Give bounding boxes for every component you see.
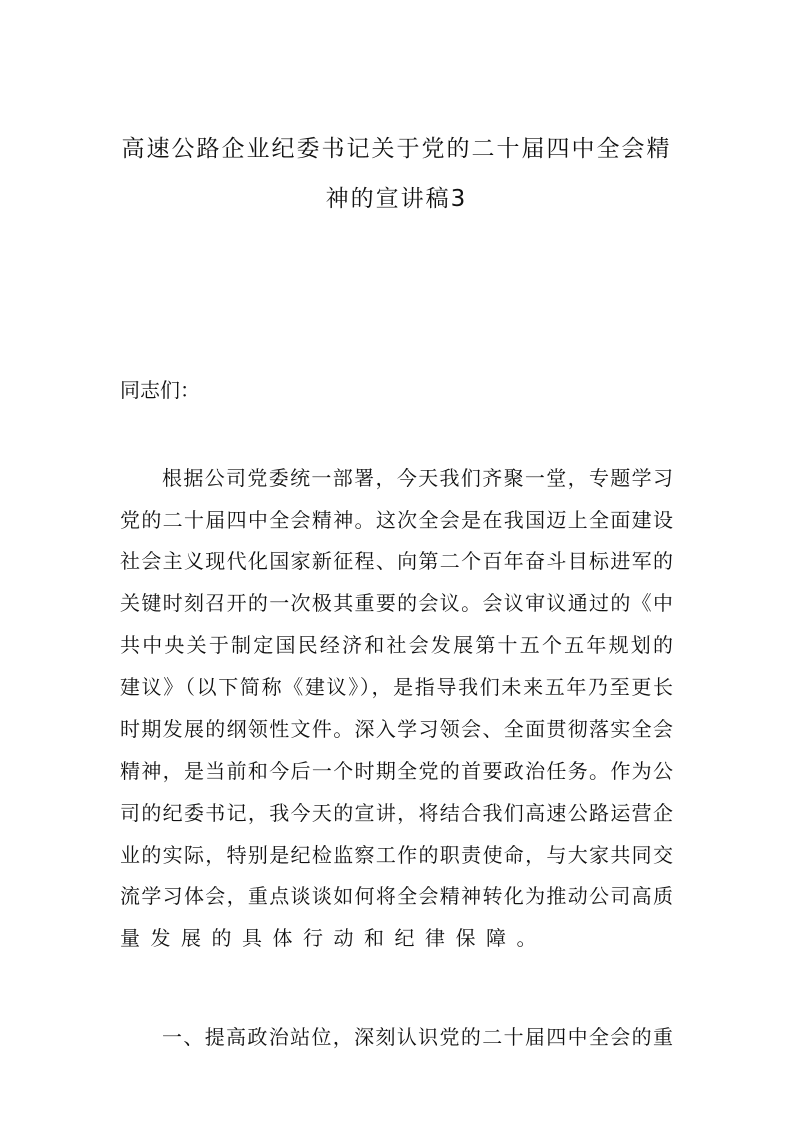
paragraph-line: 社会主义现代化国家新征程、向第二个百年奋斗目标进军的 — [120, 549, 673, 573]
section-heading-1: 一、提高政治站位，深刻认识党的二十届四中全会的重 — [162, 1025, 673, 1049]
paragraph-line: 根据公司党委统一部署，今天我们齐聚一堂，专题学习 — [162, 466, 673, 490]
paragraph-line: 业的实际，特别是纪检监察工作的职责使命，与大家共同交 — [120, 843, 673, 867]
paragraph-line: 建议》（以下简称《建议》），是指导我们未来五年乃至更长 — [120, 675, 673, 699]
paragraph-line: 流学习体会，重点谈谈如何将全会精神转化为推动公司高质 — [120, 884, 673, 908]
salutation: 同志们： — [120, 378, 200, 402]
paragraph-line: 党的二十届四中全会精神。这次全会是在我国迈上全面建设 — [120, 508, 673, 532]
paragraph-line: 共中央关于制定国民经济和社会发展第十五个五年规划的 — [120, 633, 673, 657]
document-title-line-2: 神的宣讲稿3 — [325, 186, 468, 212]
paragraph-line: 关键时刻召开的一次极其重要的会议。会议审议通过的《中 — [120, 591, 673, 615]
paragraph-line: 司的纪委书记，我今天的宣讲，将结合我们高速公路运营企 — [120, 801, 673, 825]
paragraph-line: 时期发展的纲领性文件。深入学习领会、全面贯彻落实全会 — [120, 717, 673, 741]
paragraph-line: 量发展的具体行动和纪律保障。 — [120, 926, 547, 950]
document-title-line-1: 高速公路企业纪委书记关于党的二十届四中全会精 — [121, 136, 672, 162]
paragraph-line: 精神，是当前和今后一个时期全党的首要政治任务。作为公 — [120, 759, 673, 783]
